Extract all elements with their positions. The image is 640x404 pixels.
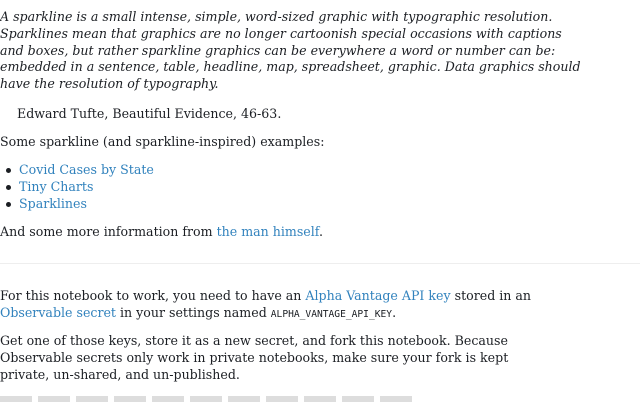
more-info-paragraph xyxy=(0,224,323,239)
quote-line: embedded in a sentence, table, headline, map, spreadsheet, graphic. Data graphics should xyxy=(0,59,581,75)
setup-text: in your settings named xyxy=(116,305,271,320)
link-tiny-charts[interactable]: Tiny Charts xyxy=(19,179,94,194)
list-item xyxy=(0,178,154,195)
instructions-paragraph xyxy=(0,332,508,383)
tufte-quote xyxy=(0,9,581,93)
list-item xyxy=(0,195,154,212)
examples-list xyxy=(0,161,154,212)
bullet-icon xyxy=(6,185,11,190)
examples-intro: Some sparkline (and sparkline-inspired) examples: xyxy=(0,134,325,149)
quote-line: and boxes, but rather sparkline graphics can be everywhere a word or number can be: xyxy=(0,42,556,58)
link-covid-cases-by-state[interactable]: Covid Cases by State xyxy=(19,162,154,177)
link-sparklines[interactable]: Sparklines xyxy=(19,196,87,211)
link-alpha-vantage-api-key[interactable]: Alpha Vantage API key xyxy=(305,288,451,303)
secret-name-code: ALPHA_VANTAGE_API_KEY xyxy=(270,309,393,320)
more-info-period: . xyxy=(319,224,324,239)
instructions-line: Get one of those keys, store it as a new secret, and fork this notebook. Because xyxy=(0,333,508,348)
clipped-text-line xyxy=(0,396,415,402)
link-the-man-himself[interactable]: the man himself xyxy=(216,224,319,239)
more-info-text: And some more information from xyxy=(0,224,217,239)
setup-text: stored in an xyxy=(450,288,532,303)
setup-text: . xyxy=(392,305,397,320)
quote-line: Sparklines mean that graphics are no longer cartoonish special occasions with captions xyxy=(0,25,562,41)
setup-line-1 xyxy=(0,287,531,304)
quote-line: A sparkline is a small intense, simple, word-sized graphic with typographic resolution. xyxy=(0,9,553,24)
quote-line: have the resolution of typography. xyxy=(0,76,219,92)
setup-line-2 xyxy=(0,304,531,323)
clipped-next-paragraph xyxy=(0,392,420,404)
instructions-line: Observable secrets only work in private notebooks, make sure your fork is kept xyxy=(0,350,509,365)
instructions-line: private, un-shared, and un-published. xyxy=(0,367,240,382)
link-observable-secret[interactable]: Observable secret xyxy=(0,305,116,320)
quote-attribution: Edward Tufte, Beautiful Evidence, 46-63. xyxy=(17,106,282,121)
setup-paragraph xyxy=(0,287,531,323)
bullet-icon xyxy=(6,202,11,207)
list-item xyxy=(0,161,154,178)
cell-divider xyxy=(0,263,640,264)
setup-text: For this notebook to work, you need to have an xyxy=(0,288,306,303)
bullet-icon xyxy=(6,168,11,173)
